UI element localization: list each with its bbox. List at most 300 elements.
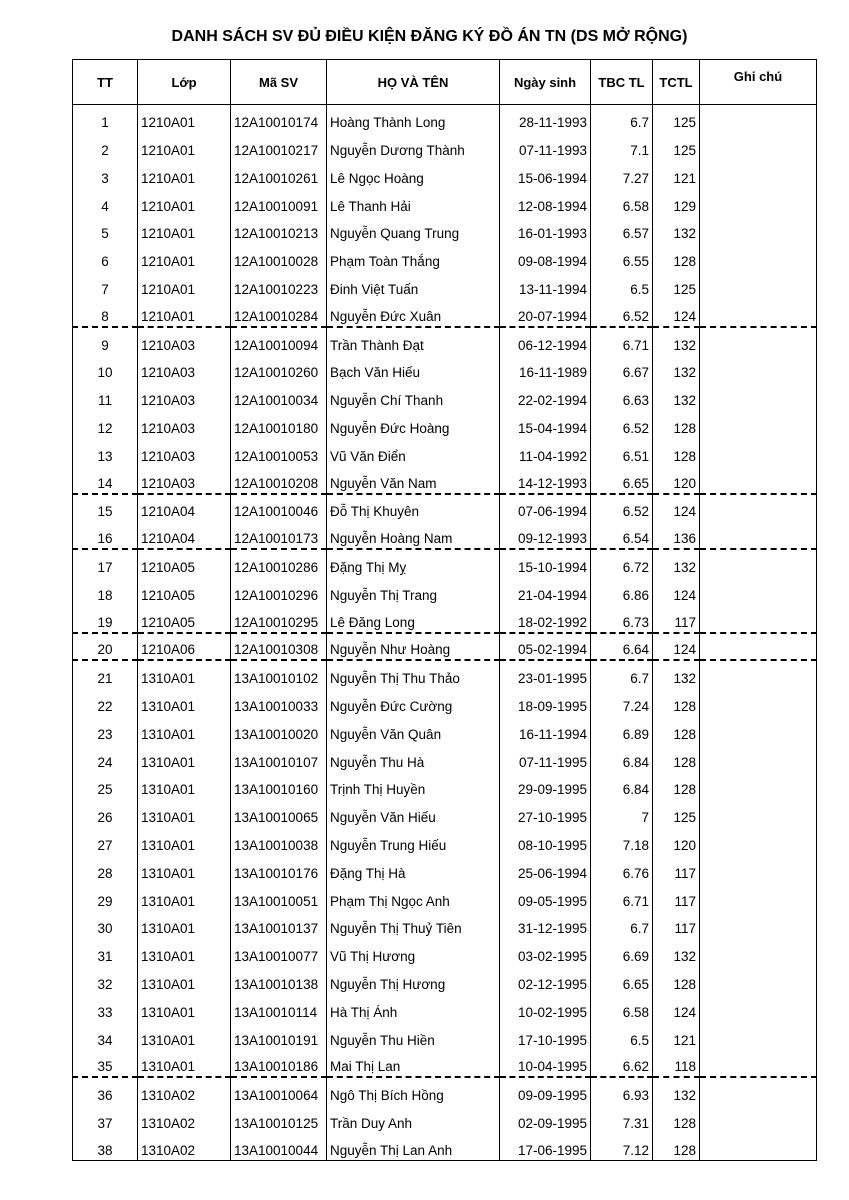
cell-class: 1210A03 <box>138 466 231 494</box>
cell-note <box>700 855 817 883</box>
cell-credits: 125 <box>653 132 700 160</box>
cell-student-id: 13A10010077 <box>231 938 327 966</box>
cell-tt: 25 <box>73 772 138 800</box>
cell-credits: 120 <box>653 827 700 855</box>
cell-full-name: Nguyễn Dương Thành <box>327 132 500 160</box>
cell-student-id: 13A10010125 <box>231 1105 327 1133</box>
cell-class: 1310A01 <box>138 911 231 939</box>
cell-gpa: 6.7 <box>591 660 653 688</box>
cell-birth-date: 07-11-1995 <box>500 744 591 772</box>
cell-student-id: 13A10010051 <box>231 883 327 911</box>
table-row <box>73 772 817 800</box>
cell-tt: 33 <box>73 994 138 1022</box>
table-row <box>73 577 817 605</box>
cell-birth-date: 09-12-1993 <box>500 521 591 549</box>
cell-note <box>700 827 817 855</box>
cell-tt: 28 <box>73 855 138 883</box>
table-row <box>73 883 817 911</box>
cell-credits: 128 <box>653 410 700 438</box>
cell-gpa: 7.1 <box>591 132 653 160</box>
cell-note <box>700 605 817 633</box>
cell-tt: 1 <box>73 105 138 133</box>
cell-class: 1310A01 <box>138 688 231 716</box>
cell-full-name: Nguyễn Thị Lan Anh <box>327 1133 500 1161</box>
cell-note <box>700 466 817 494</box>
cell-tt: 7 <box>73 271 138 299</box>
table-row <box>73 966 817 994</box>
table-row <box>73 1133 817 1161</box>
cell-student-id: 12A10010296 <box>231 577 327 605</box>
cell-full-name: Nguyễn Thu Hà <box>327 744 500 772</box>
cell-gpa: 6.93 <box>591 1077 653 1105</box>
cell-credits: 128 <box>653 1105 700 1133</box>
cell-tt: 38 <box>73 1133 138 1161</box>
cell-credits: 117 <box>653 911 700 939</box>
cell-gpa: 6.89 <box>591 716 653 744</box>
table-row <box>73 327 817 355</box>
cell-gpa: 6.52 <box>591 299 653 327</box>
cell-full-name: Nguyễn Trung Hiếu <box>327 827 500 855</box>
cell-birth-date: 07-06-1994 <box>500 494 591 522</box>
cell-class: 1210A01 <box>138 271 231 299</box>
cell-tt: 8 <box>73 299 138 327</box>
cell-tt: 5 <box>73 216 138 244</box>
cell-note <box>700 243 817 271</box>
col-header-name: HỌ VÀ TÊN <box>327 60 500 105</box>
cell-credits: 132 <box>653 938 700 966</box>
table-row <box>73 688 817 716</box>
cell-note <box>700 355 817 383</box>
cell-credits: 132 <box>653 216 700 244</box>
cell-tt: 11 <box>73 382 138 410</box>
cell-birth-date: 08-10-1995 <box>500 827 591 855</box>
cell-birth-date: 21-04-1994 <box>500 577 591 605</box>
cell-note <box>700 938 817 966</box>
cell-credits: 121 <box>653 160 700 188</box>
cell-full-name: Bạch Văn Hiếu <box>327 355 500 383</box>
cell-gpa: 6.71 <box>591 883 653 911</box>
cell-class: 1310A02 <box>138 1105 231 1133</box>
col-header-lop: Lớp <box>138 60 231 105</box>
cell-student-id: 12A10010261 <box>231 160 327 188</box>
cell-tt: 22 <box>73 688 138 716</box>
cell-credits: 128 <box>653 243 700 271</box>
cell-note <box>700 410 817 438</box>
table-row <box>73 744 817 772</box>
table-row <box>73 855 817 883</box>
cell-student-id: 12A10010223 <box>231 271 327 299</box>
cell-credits: 125 <box>653 271 700 299</box>
cell-birth-date: 31-12-1995 <box>500 911 591 939</box>
cell-credits: 132 <box>653 355 700 383</box>
cell-full-name: Nguyễn Quang Trung <box>327 216 500 244</box>
cell-tt: 2 <box>73 132 138 160</box>
cell-class: 1210A01 <box>138 216 231 244</box>
cell-student-id: 12A10010034 <box>231 382 327 410</box>
table-row <box>73 660 817 688</box>
cell-gpa: 6.84 <box>591 744 653 772</box>
cell-note <box>700 1077 817 1105</box>
cell-credits: 128 <box>653 1133 700 1161</box>
cell-tt: 36 <box>73 1077 138 1105</box>
cell-birth-date: 11-04-1992 <box>500 438 591 466</box>
cell-tt: 20 <box>73 633 138 661</box>
cell-full-name: Trần Thành Đạt <box>327 327 500 355</box>
cell-class: 1210A01 <box>138 188 231 216</box>
table-row <box>73 1105 817 1133</box>
cell-note <box>700 271 817 299</box>
cell-birth-date: 22-02-1994 <box>500 382 591 410</box>
cell-gpa: 6.58 <box>591 994 653 1022</box>
table-row <box>73 216 817 244</box>
cell-full-name: Mai Thị Lan <box>327 1050 500 1078</box>
table-row <box>73 299 817 327</box>
cell-birth-date: 16-11-1989 <box>500 355 591 383</box>
cell-credits: 132 <box>653 549 700 577</box>
cell-tt: 24 <box>73 744 138 772</box>
cell-birth-date: 23-01-1995 <box>500 660 591 688</box>
cell-class: 1310A01 <box>138 938 231 966</box>
cell-full-name: Đặng Thị Hà <box>327 855 500 883</box>
cell-birth-date: 15-04-1994 <box>500 410 591 438</box>
cell-student-id: 12A10010091 <box>231 188 327 216</box>
cell-student-id: 12A10010286 <box>231 549 327 577</box>
cell-note <box>700 132 817 160</box>
cell-class: 1210A06 <box>138 633 231 661</box>
table-row <box>73 160 817 188</box>
cell-full-name: Nguyễn Đức Hoàng <box>327 410 500 438</box>
cell-student-id: 13A10010065 <box>231 799 327 827</box>
cell-student-id: 13A10010137 <box>231 911 327 939</box>
cell-note <box>700 994 817 1022</box>
cell-gpa: 6.7 <box>591 911 653 939</box>
cell-tt: 6 <box>73 243 138 271</box>
cell-student-id: 13A10010020 <box>231 716 327 744</box>
cell-class: 1310A01 <box>138 716 231 744</box>
cell-full-name: Hoàng Thành Long <box>327 105 500 133</box>
cell-student-id: 12A10010295 <box>231 605 327 633</box>
cell-full-name: Phạm Toàn Thắng <box>327 243 500 271</box>
cell-class: 1310A01 <box>138 966 231 994</box>
cell-birth-date: 02-09-1995 <box>500 1105 591 1133</box>
cell-credits: 132 <box>653 382 700 410</box>
cell-student-id: 12A10010284 <box>231 299 327 327</box>
cell-class: 1310A01 <box>138 1022 231 1050</box>
cell-gpa: 6.51 <box>591 438 653 466</box>
cell-full-name: Trịnh Thị Huyền <box>327 772 500 800</box>
cell-gpa: 7.12 <box>591 1133 653 1161</box>
cell-student-id: 12A10010053 <box>231 438 327 466</box>
cell-tt: 9 <box>73 327 138 355</box>
cell-gpa: 6.65 <box>591 966 653 994</box>
cell-gpa: 6.76 <box>591 855 653 883</box>
table-row <box>73 716 817 744</box>
cell-gpa: 6.55 <box>591 243 653 271</box>
cell-class: 1210A05 <box>138 577 231 605</box>
cell-class: 1210A03 <box>138 410 231 438</box>
cell-student-id: 13A10010102 <box>231 660 327 688</box>
cell-class: 1310A01 <box>138 772 231 800</box>
cell-gpa: 6.52 <box>591 410 653 438</box>
cell-credits: 128 <box>653 772 700 800</box>
cell-student-id: 13A10010038 <box>231 827 327 855</box>
cell-note <box>700 577 817 605</box>
cell-birth-date: 03-02-1995 <box>500 938 591 966</box>
cell-full-name: Đặng Thị Mỵ <box>327 549 500 577</box>
cell-student-id: 13A10010044 <box>231 1133 327 1161</box>
table-row <box>73 243 817 271</box>
cell-birth-date: 28-11-1993 <box>500 105 591 133</box>
cell-birth-date: 29-09-1995 <box>500 772 591 800</box>
cell-credits: 132 <box>653 327 700 355</box>
cell-note <box>700 105 817 133</box>
cell-note <box>700 1133 817 1161</box>
cell-full-name: Nguyễn Chí Thanh <box>327 382 500 410</box>
cell-gpa: 7.18 <box>591 827 653 855</box>
cell-student-id: 12A10010173 <box>231 521 327 549</box>
cell-note <box>700 911 817 939</box>
cell-tt: 15 <box>73 494 138 522</box>
cell-credits: 120 <box>653 466 700 494</box>
cell-credits: 128 <box>653 966 700 994</box>
cell-note <box>700 382 817 410</box>
cell-class: 1210A03 <box>138 438 231 466</box>
cell-full-name: Nguyễn Hoàng Nam <box>327 521 500 549</box>
cell-student-id: 13A10010033 <box>231 688 327 716</box>
cell-student-id: 13A10010107 <box>231 744 327 772</box>
table-row <box>73 1077 817 1105</box>
cell-tt: 27 <box>73 827 138 855</box>
table-row <box>73 1050 817 1078</box>
cell-class: 1210A01 <box>138 299 231 327</box>
cell-student-id: 12A10010260 <box>231 355 327 383</box>
cell-gpa: 6.72 <box>591 549 653 577</box>
cell-tt: 37 <box>73 1105 138 1133</box>
table-row <box>73 105 817 133</box>
cell-gpa: 6.5 <box>591 271 653 299</box>
cell-note <box>700 1105 817 1133</box>
table-row <box>73 799 817 827</box>
cell-full-name: Đinh Việt Tuấn <box>327 271 500 299</box>
cell-gpa: 6.86 <box>591 577 653 605</box>
cell-gpa: 6.63 <box>591 382 653 410</box>
cell-full-name: Nguyễn Thị Trang <box>327 577 500 605</box>
cell-birth-date: 27-10-1995 <box>500 799 591 827</box>
cell-credits: 128 <box>653 716 700 744</box>
cell-note <box>700 716 817 744</box>
cell-student-id: 13A10010160 <box>231 772 327 800</box>
cell-student-id: 13A10010114 <box>231 994 327 1022</box>
cell-note <box>700 494 817 522</box>
cell-birth-date: 14-12-1993 <box>500 466 591 494</box>
cell-class: 1310A01 <box>138 827 231 855</box>
cell-class: 1310A01 <box>138 744 231 772</box>
cell-credits: 132 <box>653 660 700 688</box>
table-row <box>73 994 817 1022</box>
cell-tt: 3 <box>73 160 138 188</box>
table-row <box>73 382 817 410</box>
cell-credits: 125 <box>653 799 700 827</box>
cell-note <box>700 160 817 188</box>
cell-note <box>700 883 817 911</box>
table-row <box>73 188 817 216</box>
col-header-dob: Ngày sinh <box>500 60 591 105</box>
cell-full-name: Nguyễn Thị Hương <box>327 966 500 994</box>
cell-class: 1210A03 <box>138 382 231 410</box>
cell-student-id: 12A10010308 <box>231 633 327 661</box>
cell-birth-date: 16-11-1994 <box>500 716 591 744</box>
cell-class: 1210A05 <box>138 549 231 577</box>
cell-credits: 118 <box>653 1050 700 1078</box>
cell-birth-date: 17-10-1995 <box>500 1022 591 1050</box>
cell-student-id: 12A10010208 <box>231 466 327 494</box>
cell-student-id: 13A10010138 <box>231 966 327 994</box>
cell-tt: 26 <box>73 799 138 827</box>
cell-gpa: 6.69 <box>591 938 653 966</box>
table-row <box>73 633 817 661</box>
cell-class: 1210A05 <box>138 605 231 633</box>
cell-tt: 23 <box>73 716 138 744</box>
cell-credits: 128 <box>653 688 700 716</box>
cell-note <box>700 327 817 355</box>
cell-birth-date: 20-07-1994 <box>500 299 591 327</box>
cell-credits: 124 <box>653 299 700 327</box>
col-header-note: Ghi chú <box>700 60 817 105</box>
cell-note <box>700 966 817 994</box>
cell-credits: 117 <box>653 605 700 633</box>
cell-gpa: 6.58 <box>591 188 653 216</box>
cell-birth-date: 06-12-1994 <box>500 327 591 355</box>
cell-class: 1210A03 <box>138 355 231 383</box>
cell-note <box>700 299 817 327</box>
cell-birth-date: 02-12-1995 <box>500 966 591 994</box>
cell-full-name: Đỗ Thị Khuyên <box>327 494 500 522</box>
col-header-tctl: TCTL <box>653 60 700 105</box>
table-row <box>73 271 817 299</box>
cell-note <box>700 549 817 577</box>
cell-birth-date: 09-09-1995 <box>500 1077 591 1105</box>
cell-class: 1310A01 <box>138 1050 231 1078</box>
cell-birth-date: 15-10-1994 <box>500 549 591 577</box>
cell-birth-date: 18-09-1995 <box>500 688 591 716</box>
cell-student-id: 12A10010094 <box>231 327 327 355</box>
cell-note <box>700 188 817 216</box>
cell-full-name: Ngô Thị Bích Hồng <box>327 1077 500 1105</box>
cell-full-name: Lê Đăng Long <box>327 605 500 633</box>
cell-note <box>700 633 817 661</box>
cell-class: 1310A01 <box>138 855 231 883</box>
cell-full-name: Vũ Văn Điển <box>327 438 500 466</box>
cell-tt: 19 <box>73 605 138 633</box>
cell-student-id: 12A10010174 <box>231 105 327 133</box>
cell-credits: 128 <box>653 438 700 466</box>
cell-full-name: Hà Thị Ánh <box>327 994 500 1022</box>
cell-birth-date: 07-11-1993 <box>500 132 591 160</box>
table-row <box>73 355 817 383</box>
col-header-tbc: TBC TL <box>591 60 653 105</box>
cell-birth-date: 09-05-1995 <box>500 883 591 911</box>
cell-full-name: Nguyễn Như Hoàng <box>327 633 500 661</box>
cell-note <box>700 772 817 800</box>
cell-note <box>700 1022 817 1050</box>
cell-note <box>700 744 817 772</box>
cell-class: 1310A01 <box>138 660 231 688</box>
cell-student-id: 12A10010213 <box>231 216 327 244</box>
cell-class: 1210A04 <box>138 494 231 522</box>
cell-full-name: Vũ Thị Hương <box>327 938 500 966</box>
cell-class: 1210A03 <box>138 327 231 355</box>
cell-gpa: 6.84 <box>591 772 653 800</box>
cell-credits: 124 <box>653 633 700 661</box>
cell-class: 1210A01 <box>138 160 231 188</box>
cell-full-name: Nguyễn Thu Hiền <box>327 1022 500 1050</box>
cell-class: 1210A01 <box>138 105 231 133</box>
cell-tt: 29 <box>73 883 138 911</box>
table-row <box>73 494 817 522</box>
cell-note <box>700 688 817 716</box>
cell-credits: 124 <box>653 994 700 1022</box>
cell-credits: 129 <box>653 188 700 216</box>
cell-gpa: 6.7 <box>591 105 653 133</box>
cell-gpa: 6.54 <box>591 521 653 549</box>
table-row <box>73 549 817 577</box>
cell-student-id: 12A10010046 <box>231 494 327 522</box>
table-row <box>73 410 817 438</box>
cell-credits: 132 <box>653 1077 700 1105</box>
cell-class: 1210A01 <box>138 132 231 160</box>
table-row <box>73 605 817 633</box>
cell-full-name: Nguyễn Đức Xuân <box>327 299 500 327</box>
table-row <box>73 132 817 160</box>
cell-tt: 34 <box>73 1022 138 1050</box>
cell-class: 1310A01 <box>138 994 231 1022</box>
col-header-tt: TT <box>73 60 138 105</box>
cell-gpa: 6.73 <box>591 605 653 633</box>
table-header-row <box>73 60 817 105</box>
cell-full-name: Trần Duy Anh <box>327 1105 500 1133</box>
cell-full-name: Lê Ngọc Hoàng <box>327 160 500 188</box>
table-row <box>73 521 817 549</box>
table-row <box>73 466 817 494</box>
cell-gpa: 6.57 <box>591 216 653 244</box>
cell-note <box>700 521 817 549</box>
cell-credits: 125 <box>653 105 700 133</box>
cell-gpa: 6.64 <box>591 633 653 661</box>
cell-student-id: 13A10010186 <box>231 1050 327 1078</box>
cell-note <box>700 1050 817 1078</box>
cell-birth-date: 10-04-1995 <box>500 1050 591 1078</box>
cell-credits: 128 <box>653 744 700 772</box>
cell-gpa: 6.52 <box>591 494 653 522</box>
cell-gpa: 6.71 <box>591 327 653 355</box>
student-table <box>72 59 817 1161</box>
cell-class: 1310A01 <box>138 883 231 911</box>
cell-full-name: Nguyễn Văn Nam <box>327 466 500 494</box>
cell-birth-date: 13-11-1994 <box>500 271 591 299</box>
cell-gpa: 6.62 <box>591 1050 653 1078</box>
cell-full-name: Nguyễn Văn Quân <box>327 716 500 744</box>
cell-birth-date: 17-06-1995 <box>500 1133 591 1161</box>
cell-birth-date: 16-01-1993 <box>500 216 591 244</box>
cell-tt: 10 <box>73 355 138 383</box>
cell-birth-date: 09-08-1994 <box>500 243 591 271</box>
cell-gpa: 6.5 <box>591 1022 653 1050</box>
table-row <box>73 938 817 966</box>
cell-birth-date: 05-02-1994 <box>500 633 591 661</box>
cell-tt: 32 <box>73 966 138 994</box>
cell-tt: 35 <box>73 1050 138 1078</box>
cell-gpa: 7.31 <box>591 1105 653 1133</box>
